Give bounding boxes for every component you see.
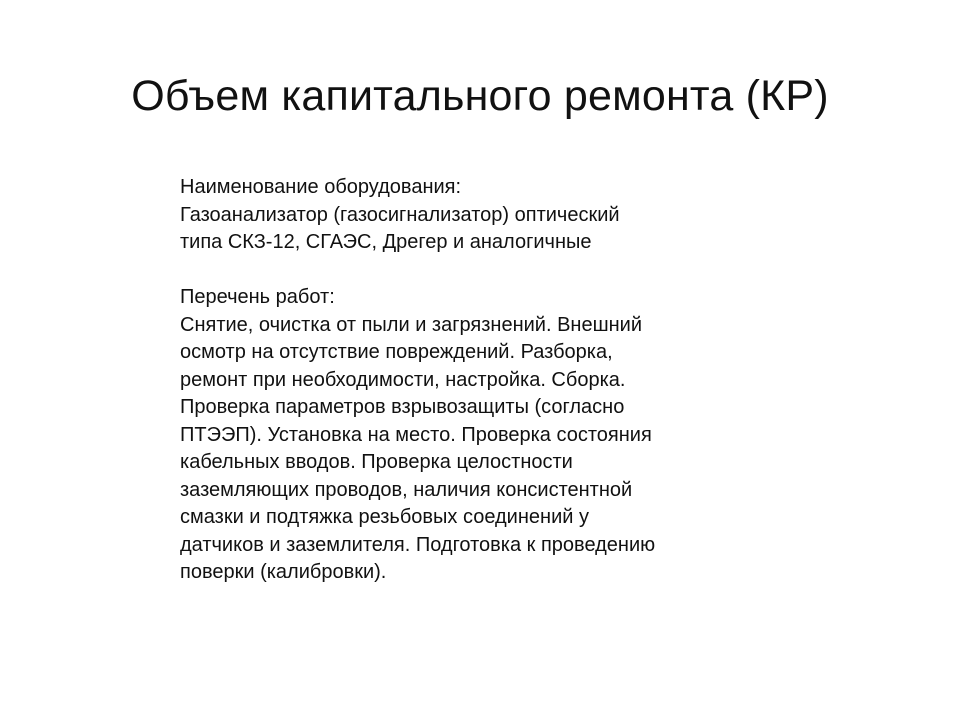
- works-line: смазки и подтяжка резьбовых соединений у: [180, 506, 589, 528]
- equipment-heading: Наименование оборудования:: [180, 176, 462, 198]
- works-line: Снятие, очистка от пыли и загрязнений. Внешний: [180, 313, 643, 336]
- works-line: кабельных вводов. Проверка целостности: [180, 451, 573, 473]
- works-line: Проверка параметров взрывозащиты (согласно: [180, 396, 625, 418]
- equipment-line: Газоанализатор (газосигнализатор) оптический: [180, 203, 620, 226]
- slide-body: [180, 174, 800, 587]
- equipment-line: типа СКЗ-12, СГАЭС, Дрегер и аналогичные: [180, 231, 592, 253]
- works-line: ПТЭЭП). Установка на место. Проверка состояния: [180, 423, 652, 446]
- works-line: ремонт при необходимости, настройка. Сборка.: [180, 368, 626, 391]
- works-line: поверки (калибровки).: [180, 561, 387, 583]
- works-heading: Перечень работ:: [180, 286, 335, 308]
- equipment-paragraph: [180, 174, 800, 257]
- slide-title: Объем капитального ремонта (КР): [131, 72, 829, 120]
- works-line: датчиков и заземлителя. Подготовка к проведению: [180, 533, 656, 556]
- works-line: заземляющих проводов, наличия консистентной: [180, 478, 633, 501]
- works-line: осмотр на отсутствие повреждений. Разборка,: [180, 341, 613, 363]
- works-paragraph: [180, 284, 800, 587]
